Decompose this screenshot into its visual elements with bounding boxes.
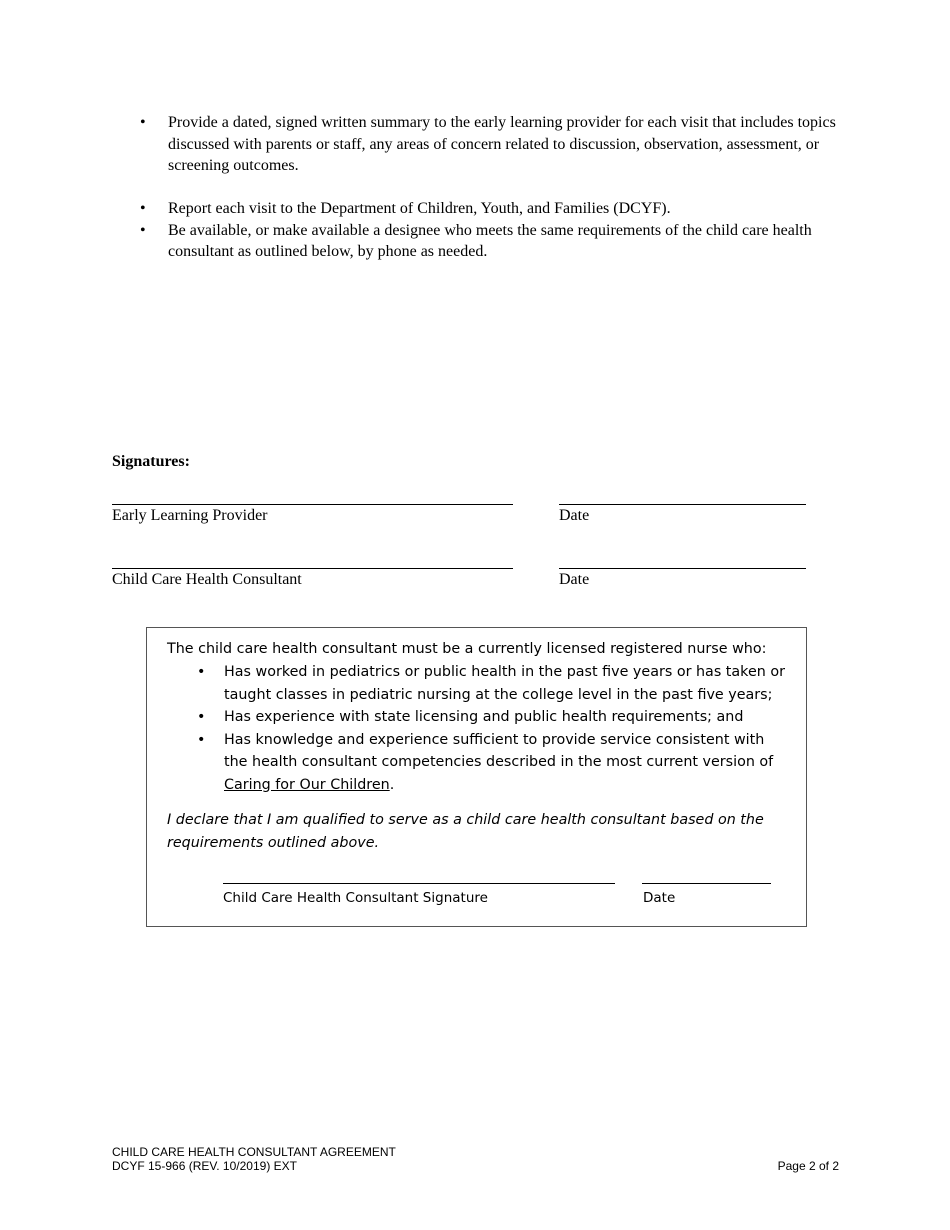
qualification-list (197, 661, 787, 796)
bullet-icon: • (197, 731, 206, 748)
duties-list-bottom (140, 198, 840, 263)
list-item: • Be available, or make available a designee who meets the same requirements of the child care health consultant as outlined below, by phone as needed. (140, 221, 812, 260)
declaration-signature-label: Child Care Health Consultant Signature (223, 890, 488, 906)
consultant-signature-label: Child Care Health Consultant (112, 571, 302, 588)
bullet-icon: • (140, 200, 146, 217)
consultant-date-label: Date (559, 571, 590, 588)
form-number: DCYF 15-966 (REV. 10/2019) EXT (112, 1159, 297, 1173)
qualification-declaration: I declare that I am qualified to serve as a child care health consultant based on the requirements outlined above. (167, 812, 764, 851)
list-item: • Report each visit to the Department of Children, Youth, and Families (DCYF). (140, 198, 840, 220)
provider-signature-label: Early Learning Provider (112, 507, 268, 524)
list-item: • Provide a dated, signed written summary to the early learning provider for each visit that includes topics discussed with parents or staff, any areas of concern related to discussion, observation, assessment, or screening outcomes. (140, 114, 836, 174)
qualification-intro: The child care health consultant must be a currently licensed registered nurse who: (167, 641, 767, 657)
consultant-date-line[interactable] (559, 568, 806, 569)
form-title: CHILD CARE HEALTH CONSULTANT AGREEMENT (112, 1145, 396, 1159)
consultant-declaration-date-line[interactable] (642, 883, 771, 884)
list-item: • Has knowledge and experience sufficient to provide service consistent with the health consultant competencies described in the most current version of Caring for Our Children. (197, 729, 787, 797)
consultant-declaration-signature-line[interactable] (223, 883, 615, 884)
qualification-box (146, 627, 807, 927)
provider-signature-line[interactable] (112, 504, 513, 505)
provider-date-label: Date (559, 507, 590, 524)
declaration-date-label: Date (643, 890, 676, 906)
bullet-icon: • (197, 709, 206, 725)
bullet-icon: • (140, 221, 146, 239)
duties-list-top (140, 112, 840, 177)
page-number: Page 2 of 2 (777, 1159, 839, 1173)
list-item: • Has experience with state licensing and public health requirements; and (197, 706, 787, 729)
consultant-signature-line[interactable] (112, 568, 513, 569)
bullet-icon: • (140, 114, 146, 131)
list-item: • Has worked in pediatrics or public health in the past five years or has taken or taught classes in pediatric nursing at the college level in the past five years; (197, 661, 787, 706)
caring-for-our-children-reference: Caring for Our Children (224, 776, 390, 793)
bullet-icon: • (197, 664, 206, 680)
signatures-heading: Signatures: (112, 453, 190, 470)
provider-date-line[interactable] (559, 504, 806, 505)
